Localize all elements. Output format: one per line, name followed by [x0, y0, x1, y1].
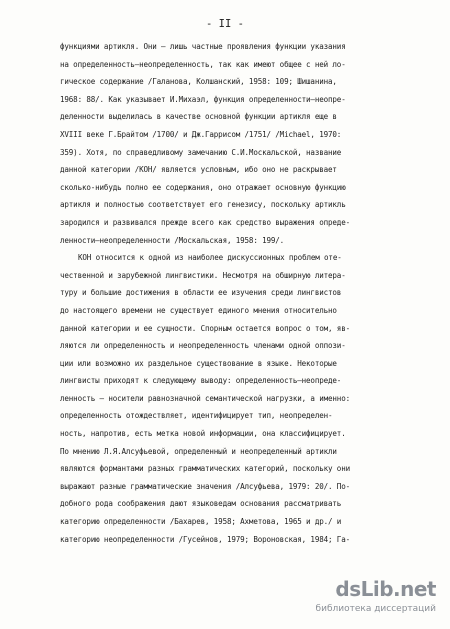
text-line: выражают разные грамматические значения /Алсуфьева, 1979: 20/. По- — [60, 481, 350, 491]
watermark-logo: dsLib.net — [335, 577, 436, 601]
text-line: функциями артикля. Они – лишь частные проявления функции указания — [60, 42, 346, 51]
text-line: ность, напротив, есть метка новой информации, она классифицирует. — [60, 429, 346, 439]
text-line: до настоящего времени не существует единого мнения относительно — [60, 305, 337, 315]
text-line: XVIII веке Г.Брайтом /1700/ и Дж.Гаррисом /1751/ /Michael, 1970: — [60, 129, 342, 139]
text-line: лингвисты приходят к следующему выводу: определенность–неопреде- — [60, 376, 342, 386]
watermark — [308, 577, 436, 621]
text-line: зародился и развивался прежде всего как средство выражения опреде- — [60, 217, 350, 227]
text-line: сколько-нибудь полно ее содержания, оно отражает основную функцию — [60, 182, 346, 192]
text-line: гическое содержание /Галанова, Колшанский, 1958: 109; Шишанина, — [60, 77, 337, 87]
text-line: ленность – носители равнозначной семантической нагрузки, а именно: — [60, 393, 350, 403]
text-line: определенность отождествляет, идентифицирует тип, неопределен- — [60, 411, 333, 421]
text-line: По мнению Л.Я.Алсуфьевой, определенный и неопределенный артикли — [60, 446, 337, 456]
text-line: являются формантами разных грамматических категорий, поскольку они — [60, 464, 350, 474]
text-line: категорию определенности /Бахарев, 1958; Ахметова, 1965 и др./ и — [60, 517, 342, 527]
text-line: чественной и зарубежной лингвистики. Несмотря на обширную литера- — [60, 270, 346, 280]
text-line: добного рода соображения дают языковедам основания рассматривать — [60, 499, 342, 509]
text-line: туру и большие достижения в области ее изучения среди лингвистов — [60, 288, 342, 298]
text-line: КОН относится к одной из наиболее дискуссионных проблем оте- — [78, 253, 342, 263]
text-line: данной категории и ее сущности. Спорным остается вопрос о том, яв- — [60, 323, 350, 333]
page-number: - II - — [206, 18, 244, 30]
watermark-subtitle: библиотека диссертаций — [315, 604, 436, 614]
text-line: ляются ли определенность и неопределенность членами одной оппози- — [60, 341, 346, 351]
text-line: артикля и полностью соответствует его генезису, поскольку артикль — [60, 200, 346, 210]
text-line: данной категории /КОН/ является условным, ибо оно не раскрывает — [60, 165, 337, 175]
text-line: 1968: 88/. Как указывает И.Михаэл, функция определенности–неопре- — [60, 94, 346, 104]
body-text — [60, 38, 412, 548]
text-line: деленности выделилась в качестве основной функции артикля еще в — [60, 112, 337, 122]
text-line: ленности–неопределенности /Москальская, 1958: 199/. — [60, 235, 285, 245]
text-line: категорию неопределенности /Гусейнов, 1979; Вороновская, 1984; Га- — [60, 534, 350, 544]
text-line: на определенность–неопределенность, так как имеют общее с ней ло- — [60, 59, 346, 69]
text-line: 359). Хотя, по справедливому замечанию С.И.Москальской, название — [60, 147, 342, 157]
text-line: ции или возможно их раздельное существование в языке. Некоторые — [60, 358, 337, 368]
